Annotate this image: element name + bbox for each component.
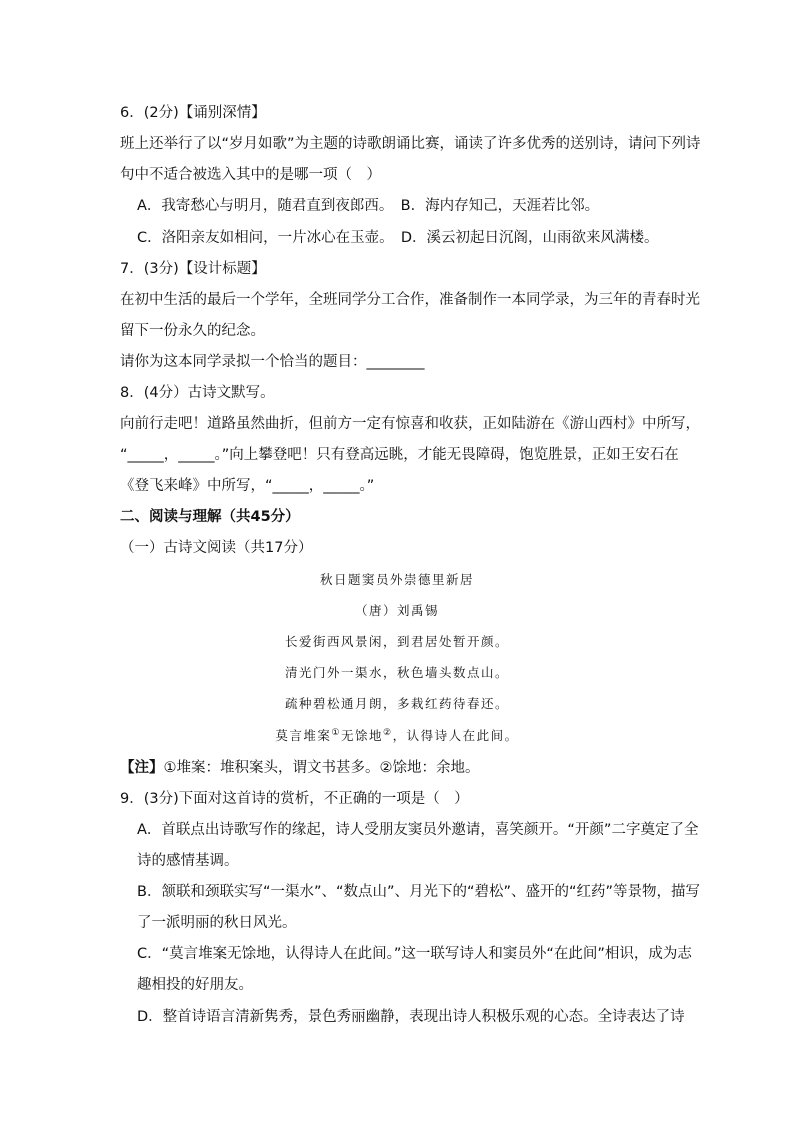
q6-stem-line1: 班上还举行了以“岁月如歌”为主题的诗歌朗诵比赛，诵读了许多优秀的送别诗，请问下列诗 — [120, 136, 701, 152]
q9-title: 9．(3分)下面对这首诗的赏析，不正确的一项是（ ） — [120, 791, 469, 807]
poem-title: 秋日题窦员外崇德里新居 — [319, 572, 474, 587]
q6-title: 6．(2分)【诵别深情】 — [120, 105, 266, 121]
notes-text: ①堆案：堆积案头，谓文书甚多。②馀地：余地。 — [163, 760, 480, 776]
section-heading: 二、阅读与理解（共45分） — [120, 509, 300, 525]
q9-option-c-line1: C．“莫言堆案无馀地，认得诗人在此间。”这一联写诗人和窦员外“在此间”相识，成为志 — [137, 946, 692, 962]
poem-line-1: 长爱街西风景闲，到君居处暂开颜。 — [284, 634, 509, 649]
footnote-marker-1: ① — [331, 728, 341, 738]
q9-option-a-line2: 诗的感情基调。 — [137, 853, 239, 869]
q9-option-b-line2: 了一派明丽的秋日风光。 — [137, 915, 297, 931]
q8-stem-line2: “_____，_____。”向上攀登吧！只有登高远眺，才能无畏障碍，饱览胜景，正如王安石在 — [120, 447, 679, 463]
q7-stem-line1: 在初中生活的最后一个学年，全班同学分工合作，准备制作一本同学录，为三年的青春时光 — [120, 292, 700, 308]
q9-option-b-line1: B．颔联和颈联实写“一渠水”、“数点山”、月光下的“碧松”、盛开的“红药”等景物，描写 — [137, 884, 701, 900]
q7-stem-line2: 留下一份永久的纪念。 — [120, 323, 265, 339]
q7-stem-line3: 请你为这本同学录拟一个恰当的题目：________ — [120, 354, 425, 370]
footnote-marker-2: ② — [383, 728, 393, 738]
q7-title: 7．(3分)【设计标题】 — [120, 261, 266, 277]
poem-line-4-part3: ，认得诗人在此间。 — [392, 728, 519, 743]
q6-stem-line2: 句中不适合被选入其中的是哪一项（ ） — [120, 167, 381, 183]
poem-line-4-part1: 莫言堆案 — [275, 728, 332, 743]
subsection-heading: （一）古诗文阅读（共17分） — [120, 540, 313, 556]
q8-stem-line1: 向前行走吧！道路虽然曲折，但前方一定有惊喜和收获，正如陆游在《游山西村》中所写， — [120, 416, 700, 432]
poem-line-4 — [0, 727, 794, 745]
poem-line-2: 清光门外一渠水，秋色墙头数点山。 — [284, 665, 509, 680]
poem-line-4-part2: 无馀地 — [340, 728, 383, 743]
q8-stem-line3: 《登飞来峰》中所写，“_____，_____。” — [120, 478, 375, 494]
poem-notes — [120, 758, 480, 778]
notes-label: 【注】 — [120, 760, 164, 776]
poem-author: （唐）刘禹锡 — [354, 603, 439, 618]
poem-line-3: 疏种碧松通月朗，多栽红药待春还。 — [284, 696, 509, 711]
q9-option-c-line2: 趣相投的好朋友。 — [137, 977, 253, 993]
q6-options-ab: A．我寄愁心与明月，随君直到夜郎西。 B．海内存知己，天涯若比邻。 — [137, 198, 600, 214]
q9-option-a-line1: A．首联点出诗歌写作的缘起，诗人受朋友窦员外邀请，喜笑颜开。“开颜”二字奠定了全 — [137, 822, 699, 838]
q9-option-d-line1: D．整首诗语言清新隽秀，景色秀丽幽静，表现出诗人积极乐观的心态。全诗表达了诗 — [137, 1009, 685, 1025]
q6-options-cd: C．洛阳亲友如相问，一片冰心在玉壶。 D．溪云初起日沉阁，山雨欲来风满楼。 — [137, 230, 659, 246]
q8-title: 8．(4分）古诗文默写。 — [120, 385, 275, 401]
